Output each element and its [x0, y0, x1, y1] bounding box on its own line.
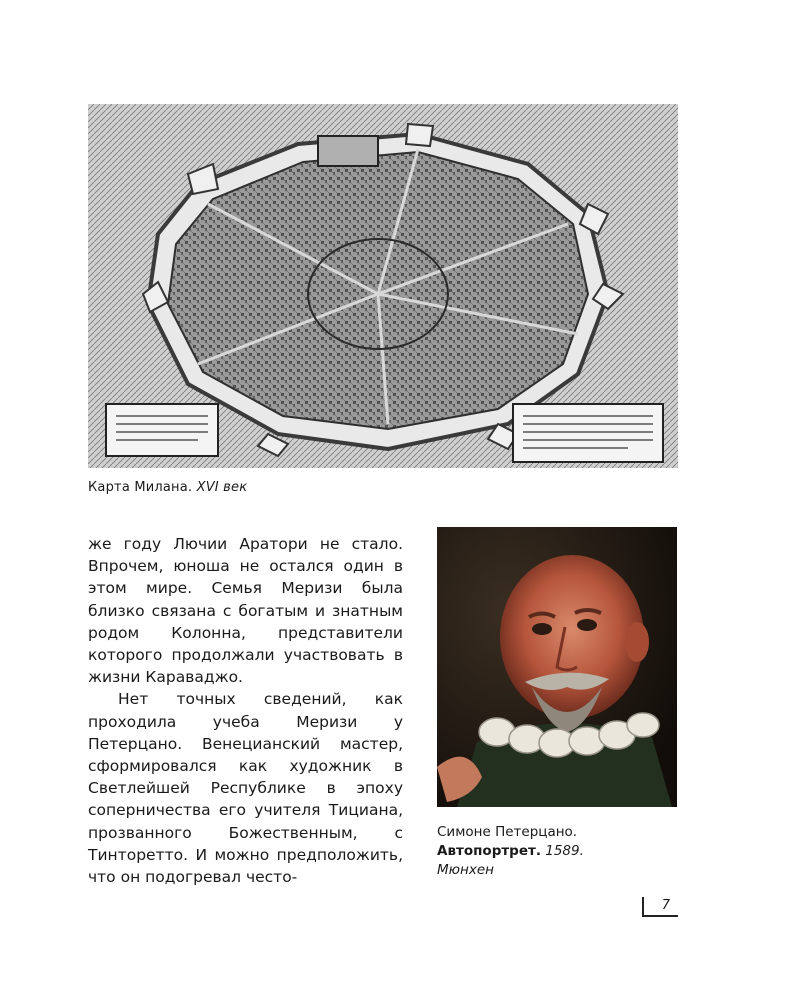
- milan-map-image: [88, 104, 678, 468]
- self-portrait-image: [437, 527, 677, 807]
- portrait-caption-year: 1589.: [540, 843, 584, 859]
- paragraph: Нет точных сведений, как проходила учеба Меризи у Петерцано. Венецианский мастер, сформировался как художник в Светлейшей Республике в эпоху соперничества его учителя Тициана, прозванного Божественным, с Тинторетто. И можно предположить, что он подогревал често-: [88, 690, 403, 887]
- map-caption-italic: XVI век: [196, 480, 248, 495]
- portrait-caption: [437, 823, 677, 880]
- portrait-caption-title: Автопортрет.: [437, 843, 541, 859]
- page-number: 7: [642, 897, 678, 917]
- body-text: [88, 533, 403, 888]
- map-caption: [88, 480, 247, 495]
- map-caption-text: Карта Милана.: [88, 480, 197, 495]
- portrait-caption-location: Мюнхен: [437, 862, 494, 878]
- paragraph: же году Лючии Аратори не стало. Впрочем, юноша не остался один в этом мире. Семья Меризи была близко связана с богатым и знатным родом Колонна, представители которого продолжали участвовать в жизни Караваджо.: [88, 535, 403, 687]
- portrait-caption-artist: Симоне Петерцано.: [437, 824, 578, 840]
